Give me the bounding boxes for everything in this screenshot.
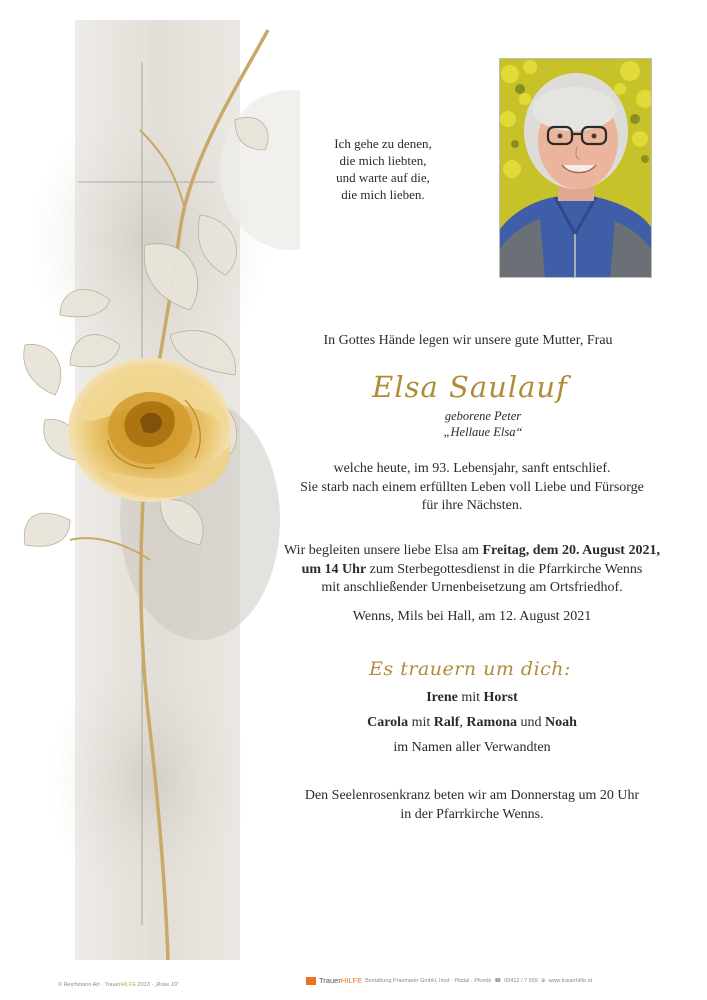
portrait-photo xyxy=(499,58,652,278)
family-connector: und xyxy=(516,715,545,730)
rose-watercolor-artwork xyxy=(0,0,300,1000)
phone-icon: ☎ xyxy=(494,977,502,984)
brand-text: Trauer xyxy=(319,976,341,985)
funeral-text: zum Sterbegottesdienst in die Pfarrkirche Wenns xyxy=(366,561,643,577)
deceased-name: Elsa Saulauf xyxy=(372,370,568,404)
funeral-line-1 xyxy=(252,542,692,561)
family-connector: mit xyxy=(457,690,484,705)
family-member: Ralf xyxy=(433,715,460,730)
passing-line: für ihre Nächsten. xyxy=(421,498,523,513)
company-name: Bestattung Praxmarer GmbH, Imst · Pitztal · Pfunds xyxy=(365,977,492,984)
family-member: Irene xyxy=(426,690,458,705)
family-row-1 xyxy=(262,690,682,706)
trauerhilfe-brand xyxy=(319,976,362,985)
rose-flower xyxy=(68,358,232,502)
credit-text: 2013 · „Rose 19“ xyxy=(136,982,179,988)
rosary-line: Den Seelenrosenkranz beten wir am Donnerstag um 20 Uhr xyxy=(304,788,640,803)
family-row-3: im Namen aller Verwandten xyxy=(393,740,551,755)
place-date: Wenns, Mils bei Hall, am 12. August 2021 xyxy=(352,609,592,624)
undertaker-footer xyxy=(306,976,696,985)
family-member: Carola xyxy=(367,715,409,730)
quote-line: die mich liebten, xyxy=(339,153,427,168)
funeral-time: um 14 Uhr xyxy=(301,561,367,577)
rosary-line: in der Pfarrkirche Wenns. xyxy=(400,806,544,822)
family-connector: mit xyxy=(408,715,434,730)
family-member: Horst xyxy=(483,690,518,705)
passing-line: Sie starb nach einem erfüllten Leben voll Liebe und Fürsorge xyxy=(300,479,644,495)
credit-brand: HILFE xyxy=(120,982,137,988)
rosary-info xyxy=(262,787,682,824)
maiden-name-block xyxy=(368,408,598,440)
intro-text: In Gottes Hände legen wir unsere gute Mutter, Frau xyxy=(323,333,613,348)
funeral-info xyxy=(252,542,692,598)
nickname: „Hellaue Elsa“ xyxy=(443,425,523,439)
website-link[interactable]: www.trauerhilfe.at xyxy=(548,977,593,984)
credit-text: © Reichmann Art · Trauer xyxy=(58,982,121,988)
quote-line: die mich lieben. xyxy=(341,187,425,202)
passing-text xyxy=(262,460,682,516)
brand-text-highlight: HILFE xyxy=(340,976,363,985)
passing-line: welche heute, im 93. Lebensjahr, sanft entschlief. xyxy=(333,461,611,476)
trauerhilfe-logo-icon xyxy=(306,977,316,985)
family-row-2 xyxy=(262,715,682,731)
memorial-quote xyxy=(318,135,448,203)
family-member: Ramona xyxy=(466,715,517,730)
maiden-name: geborene Peter xyxy=(444,409,522,423)
phone-number: 05412 / 7 559 xyxy=(504,977,538,984)
web-icon: ⊕ xyxy=(540,977,546,984)
funeral-date: Freitag, dem 20. August 2021, xyxy=(482,543,660,558)
funeral-line-3: mit anschließender Urnenbeisetzung am Ortsfriedhof. xyxy=(321,580,623,595)
quote-line: Ich gehe zu denen, xyxy=(334,136,432,151)
funeral-text: Wir begleiten unsere liebe Elsa am xyxy=(284,543,483,558)
family-member: Noah xyxy=(544,715,577,730)
artwork-credit xyxy=(58,982,179,988)
family-connector: , xyxy=(459,715,467,730)
mourning-title: Es trauern um dich: xyxy=(369,658,571,680)
funeral-line-2 xyxy=(252,561,692,580)
quote-line: und warte auf die, xyxy=(336,170,430,185)
